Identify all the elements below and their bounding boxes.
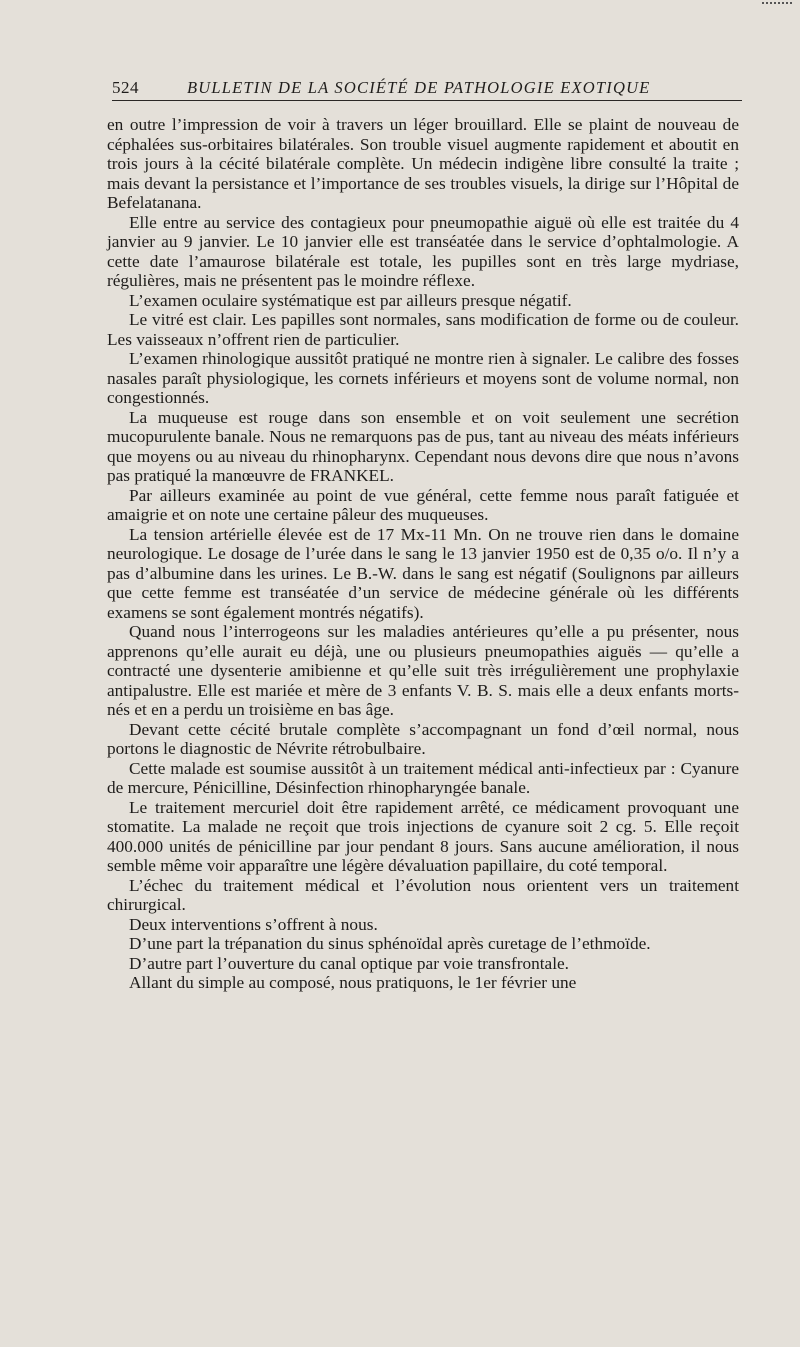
- paragraph: L’examen oculaire systématique est par ailleurs presque négatif.: [129, 290, 572, 310]
- paragraph: D’une part la trépanation du sinus sphénoïdal après curetage de l’ethmoïde.: [129, 934, 651, 953]
- paragraph: Devant cette cécité brutale complète s’accompagnant un fond d’œil normal, nous portons le diagnostic de Névrite rétrobulbaire.: [107, 719, 739, 758]
- paragraph: Le traitement mercuriel doit être rapidement arrêté, ce médicament provoquant une stomatite. La malade ne reçoit que trois injections de cyanure soit 2 cg. 5. Elle reçoit 400.000 unités de pénicilline par jour pendant 8 jours. Sans aucune amélioration, il nous semble même voir apparaître une légère dévaluation papillaire, du coté temporal.: [107, 797, 739, 875]
- paragraph: L’échec du traitement médical et l’évolution nous orientent vers un traitement chirurgical.: [107, 875, 739, 914]
- paragraph: Quand nous l’interrogeons sur les maladies antérieures qu’elle a pu présenter, nous apprenons qu’elle aurait eu déjà, une ou plusieurs pneumopathies aiguës — qu’elle a contracté une dysenterie amibienne et qu’elle suit très irrégulièrement une prophylaxie antipalustre. Elle est mariée et mère de 3 enfants V. B. S. mais elle a deux enfants morts-nés et en a perdu un troisième en bas âge.: [107, 622, 739, 719]
- body-text: [107, 115, 739, 993]
- corner-mark: [762, 2, 792, 7]
- page-header: [112, 70, 742, 101]
- paragraph: La tension artérielle élevée est de 17 Mx-11 Mn. On ne trouve rien dans le domaine neurologique. Le dosage de l’urée dans le sang le 13 janvier 1950 est de 0,35 o/o. Il n’y a pas d’albumine dans les urines. Le B.-W. dans le sang est négatif (Soulignons par ailleurs que cette femme est transéatée d’un service de médecine générale où les différents examens se sont également montrés négatifs).: [107, 524, 739, 622]
- paragraph: Le vitré est clair. Les papilles sont normales, sans modification de forme ou de couleur. Les vaisseaux n’offrent rien de particulier.: [107, 310, 739, 349]
- paragraph: La muqueuse est rouge dans son ensemble et on voit seulement une secrétion mucopurulente banale. Nous ne remarquons pas de pus, tant au niveau des méats inférieurs que moyens ou au niveau du rhinopharynx. Cependant nous devons dire que nous n’avons pas pratiqué la manœuvre de FRANKEL.: [107, 407, 739, 485]
- paragraph: Deux interventions s’offrent à nous.: [129, 914, 378, 934]
- running-head: BULLETIN DE LA SOCIÉTÉ DE PATHOLOGIE EXOTIQUE: [187, 78, 651, 97]
- paragraph: Cette malade est soumise aussitôt à un traitement médical anti-infectieux par : Cyanure de mercure, Pénicilline, Désinfection rhinopharyngée banale.: [107, 758, 739, 797]
- page-number: 524: [112, 78, 139, 97]
- paragraph: Elle entre au service des contagieux pour pneumopathie aiguë où elle est traitée du 4 janvier au 9 janvier. Le 10 janvier elle est transéatée dans le service d’ophtalmologie. A cette date l’amaurose bilatérale est totale, les pupilles sont en très large mydriase, régulières, mais ne présentent pas le moindre réflexe.: [107, 212, 739, 290]
- paragraph: Par ailleurs examinée au point de vue général, cette femme nous paraît fatiguée et amaigrie et on note une certaine pâleur des muqueuses.: [107, 485, 739, 524]
- paragraph: en outre l’impression de voir à travers un léger brouillard. Elle se plaint de nouveau de céphalées sus-orbitaires bilatérales. Son trouble visuel augmente rapidement et aboutit en trois jours à la cécité bilatérale complète. Un médecin indigène libre consulté la traite ; mais devant la persistance et l’importance de ses troubles visuels, la dirige sur l’Hôpital de Befelatanana.: [107, 115, 739, 212]
- paragraph: L’examen rhinologique aussitôt pratiqué ne montre rien à signaler. Le calibre des fosses nasales paraît physiologique, les cornets inférieurs et moyens sont de volume normal, non congestionnés.: [107, 349, 739, 407]
- paragraph: Allant du simple au composé, nous pratiquons, le 1er février une: [129, 973, 577, 992]
- paragraph: D’autre part l’ouverture du canal optique par voie transfrontale.: [129, 953, 570, 973]
